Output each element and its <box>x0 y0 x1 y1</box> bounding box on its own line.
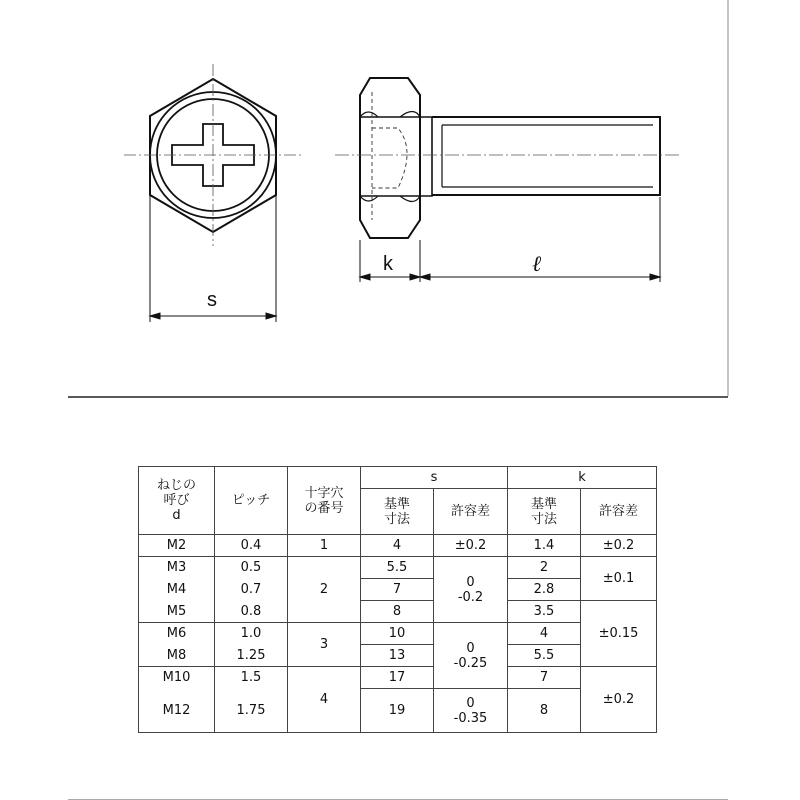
cell-k-tol: ±0.15 <box>581 601 657 667</box>
label-l: ℓ <box>532 252 542 277</box>
cell-k: 4 <box>508 623 581 645</box>
header-pitch: ピッチ <box>215 467 288 535</box>
cell-k: 2.8 <box>508 579 581 601</box>
cell-pitch: 1.25 <box>215 645 288 667</box>
cell-d: M8 <box>139 645 215 667</box>
cell-pitch: 0.4 <box>215 535 288 557</box>
header-cross-line2: の番号 <box>304 500 344 516</box>
header-cross <box>288 467 361 535</box>
header-s-group: s <box>361 467 508 489</box>
table-row <box>139 557 657 579</box>
cell-d: M12 <box>139 689 215 733</box>
cell-k: 7 <box>508 667 581 689</box>
cell-s-tol <box>434 623 508 689</box>
cell-k: 3.5 <box>508 601 581 623</box>
cell-d: M10 <box>139 667 215 689</box>
cell-k: 8 <box>508 689 581 733</box>
header-k-group: k <box>508 467 657 489</box>
dimension-k-l <box>360 197 660 282</box>
header-name-line2: 呼び <box>163 493 190 508</box>
cell-pitch: 0.5 <box>215 557 288 579</box>
cell-cross: 4 <box>288 667 361 733</box>
cell-s: 10 <box>361 623 434 645</box>
s-tol-upper: 0 <box>466 695 475 711</box>
cell-cross: 1 <box>288 535 361 557</box>
header-cross-line1: 十字穴 <box>304 485 344 501</box>
cell-d: M3 <box>139 557 215 579</box>
header-s-basic-line2: 寸法 <box>383 511 410 527</box>
bolt-side-view <box>360 78 660 238</box>
s-tol-upper: 0 <box>466 640 475 656</box>
hidden-recess-lines <box>372 92 407 220</box>
cell-s-tol: ±0.2 <box>434 535 508 557</box>
header-k-tol: 許容差 <box>581 489 657 535</box>
cell-s-tol <box>434 689 508 733</box>
table-row <box>139 667 657 689</box>
cell-k-tol: ±0.1 <box>581 557 657 601</box>
cell-s: 4 <box>361 535 434 557</box>
cell-d: M5 <box>139 601 215 623</box>
s-tol-lower: -0.25 <box>453 655 488 671</box>
table-row <box>139 623 657 645</box>
table-row <box>139 689 657 733</box>
cell-k: 1.4 <box>508 535 581 557</box>
s-tol-upper: 0 <box>466 574 475 590</box>
cell-cross: 2 <box>288 557 361 623</box>
cell-d: M6 <box>139 623 215 645</box>
label-s: s <box>207 289 217 311</box>
cell-pitch: 1.0 <box>215 623 288 645</box>
s-tol-lower: -0.2 <box>457 589 484 605</box>
cell-cross: 3 <box>288 623 361 667</box>
header-s-tol: 許容差 <box>434 489 508 535</box>
header-s-basic <box>361 489 434 535</box>
cell-pitch: 0.7 <box>215 579 288 601</box>
cell-pitch: 1.75 <box>215 689 288 733</box>
s-tol-lower: -0.35 <box>453 710 488 726</box>
cell-k: 5.5 <box>508 645 581 667</box>
spec-table <box>138 466 657 733</box>
cell-s: 17 <box>361 667 434 689</box>
header-k-basic-line1: 基準 <box>530 496 557 512</box>
header-name-line3: d <box>172 508 181 523</box>
table-row <box>139 601 657 623</box>
header-s-basic-line1: 基準 <box>383 496 410 512</box>
header-k-basic <box>508 489 581 535</box>
cell-k-tol: ±0.2 <box>581 667 657 733</box>
cell-s: 19 <box>361 689 434 733</box>
header-name <box>139 467 215 535</box>
cell-k-tol: ±0.2 <box>581 535 657 557</box>
header-name-line1: ねじの <box>156 478 196 493</box>
cell-k: 2 <box>508 557 581 579</box>
cell-s: 13 <box>361 645 434 667</box>
table-row <box>139 579 657 601</box>
cell-s: 5.5 <box>361 557 434 579</box>
label-k: k <box>383 253 393 275</box>
cell-pitch: 0.8 <box>215 601 288 623</box>
cell-d: M4 <box>139 579 215 601</box>
cell-s-tol <box>434 557 508 623</box>
table-row <box>139 535 657 557</box>
cell-s: 7 <box>361 579 434 601</box>
cell-pitch: 1.5 <box>215 667 288 689</box>
table-row <box>139 645 657 667</box>
cell-d: M2 <box>139 535 215 557</box>
header-k-basic-line2: 寸法 <box>530 511 557 527</box>
cell-s: 8 <box>361 601 434 623</box>
